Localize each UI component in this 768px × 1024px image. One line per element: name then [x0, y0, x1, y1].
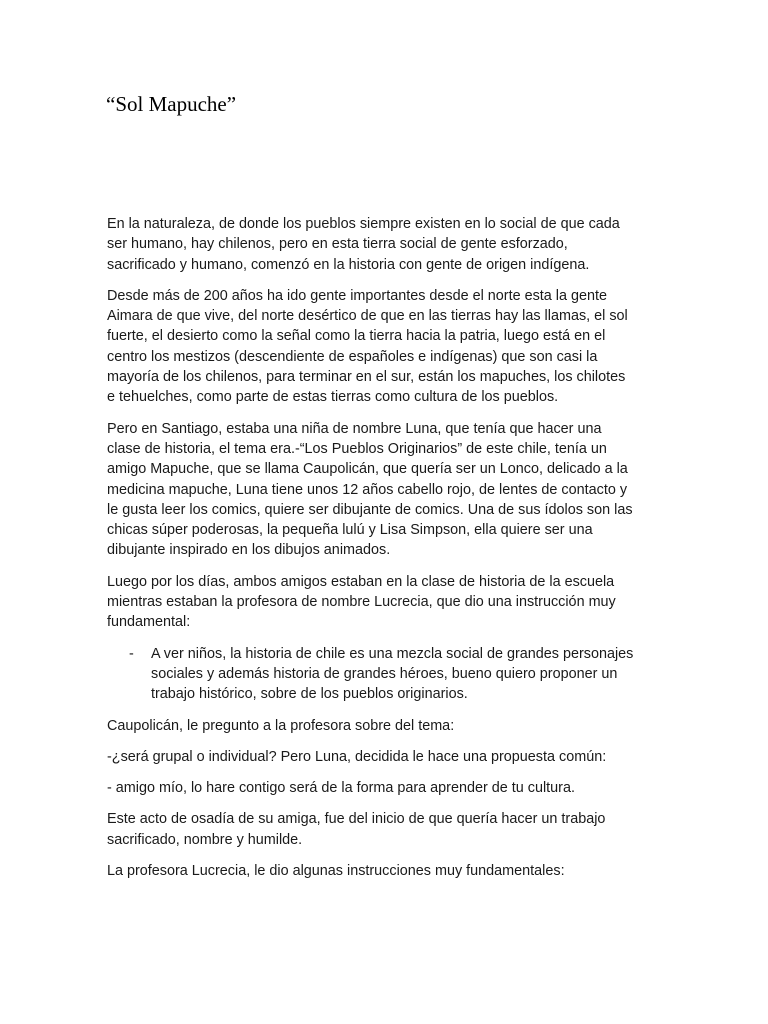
- document-body: [107, 214, 663, 892]
- text-line: trabajo histórico, sobre de los pueblos originarios.: [151, 686, 468, 703]
- paragraph-4: [107, 572, 663, 633]
- text-line: Pero en Santiago, estaba una niña de nombre Luna, que tenía que hacer una: [107, 420, 602, 437]
- text-line: chicas súper poderosas, la pequeña lulú y Lisa Simpson, ella quiere ser una: [107, 522, 593, 539]
- paragraph-3: [107, 419, 663, 561]
- text-line: Caupolicán, le pregunto a la profesora sobre del tema:: [107, 717, 455, 734]
- text-line: dibujante inspirado en los dibujos animados.: [107, 542, 391, 559]
- text-line: centro los mestizos (descendiente de españoles e indígenas) que son casi la: [107, 348, 598, 365]
- text-line: En la naturaleza, de donde los pueblos siempre existen en lo social de que cada: [107, 216, 620, 232]
- text-line: Desde más de 200 años ha ido gente importantes desde el norte esta la gente: [107, 287, 608, 304]
- text-line: ser humano, hay chilenos, pero en esta tierra social de gente esforzado,: [107, 236, 568, 253]
- text-line: La profesora Lucrecia, le dio algunas instrucciones muy fundamentales:: [107, 863, 565, 880]
- text-line: fuerte, el desierto como la señal como la tierra hacia la patria, luego está en el: [107, 328, 606, 345]
- bullet-dash: -: [129, 645, 134, 662]
- text-line: fundamental:: [107, 614, 191, 631]
- text-line: - amigo mío, lo hare contigo será de la forma para aprender de tu cultura.: [107, 780, 575, 797]
- text-line: Luego por los días, ambos amigos estaban en la clase de historia de la escuela: [107, 573, 615, 590]
- text-line: Aimara de que vive, del norte desértico de que en las tierras hay las llamas, el sol: [107, 308, 628, 325]
- document-title: “Sol Mapuche”: [106, 92, 237, 116]
- paragraph-8: [107, 809, 663, 850]
- text-line: le gusta leer los comics, quiere ser dibujante de comics. Una de sus ídolos son las: [107, 501, 633, 518]
- text-line: amigo Mapuche, que se llama Caupolicán, que quería ser un Lonco, delicado a la: [107, 461, 628, 478]
- text-line: sociales y además historia de grandes héroes, bueno quiero proponer un: [151, 665, 618, 682]
- bullet-item: [107, 644, 663, 705]
- paragraph-1: [107, 214, 663, 275]
- paragraph-5: [107, 716, 663, 736]
- text-line: clase de historia, el tema era.-“Los Pueblos Originarios” de este chile, tenía un: [107, 440, 607, 457]
- text-line: -¿será grupal o individual? Pero Luna, decidida le hace una propuesta común:: [107, 748, 607, 765]
- text-line: mayoría de los chilenos, para terminar en el sur, están los mapuches, los chilotes: [107, 369, 626, 386]
- paragraph-2: [107, 286, 663, 408]
- text-line: A ver niños, la historia de chile es una mezcla social de grandes personajes: [151, 645, 634, 662]
- text-line: sacrificado, nombre y humilde.: [107, 831, 303, 848]
- text-line: e tehuelches, como parte de estas tierras como cultura de los pueblos.: [107, 389, 559, 406]
- paragraph-6: [107, 747, 663, 767]
- text-line: medicina mapuche, Luna tiene unos 12 años cabello rojo, de lentes de contacto y: [107, 481, 628, 498]
- paragraph-7: [107, 778, 663, 798]
- text-line: mientras estaban la profesora de nombre Lucrecia, que dio una instrucción muy: [107, 594, 616, 611]
- text-line: Este acto de osadía de su amiga, fue del inicio de que quería hacer un trabajo: [107, 811, 606, 828]
- text-line: sacrificado y humano, comenzó en la historia con gente de origen indígena.: [107, 256, 590, 273]
- paragraph-9: [107, 861, 663, 881]
